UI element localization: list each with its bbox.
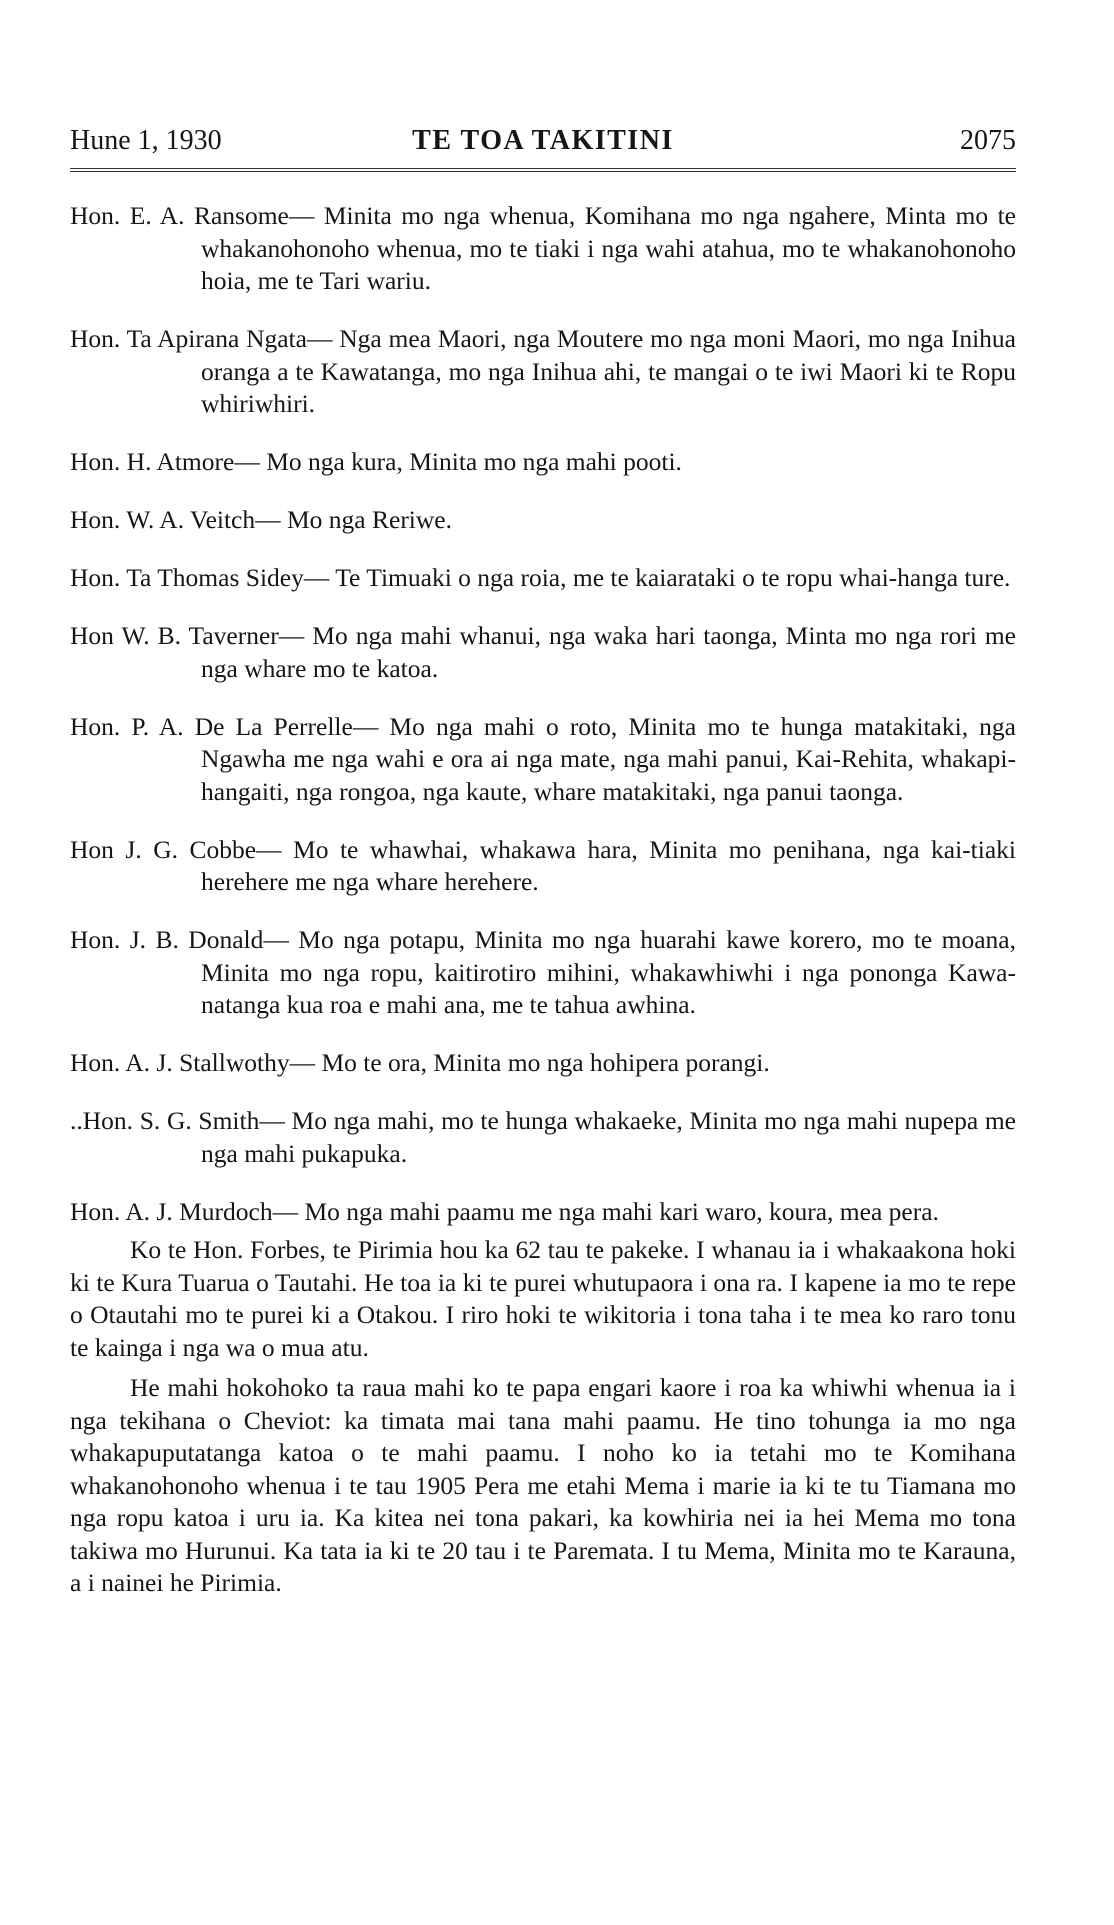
body-paragraph: Ko te Hon. Forbes, te Pirimia hou ka 62 tau te pakeke. I whanau ia i whakaakona hoki ki te Kura Tuarua o Tautahi. He toa ia ki te purei whutupaora i ona ra. I kapene ia mo te repe o Otautahi mo te purei ki a Otakou. I riro hoki te wikitoria i tona taha i te mea ko raro tonu te kainga i nga wa o mua atu. — [70, 1235, 1016, 1362]
header-page-number: 2075 — [960, 125, 1016, 156]
minister-entry: Hon W. B. Taverner— Mo nga mahi whanui, nga waka hari taonga, Minta mo nga rori me nga whare mo te katoa. — [70, 621, 1016, 683]
minister-entry: Hon. H. Atmore— Mo nga kura, Minita mo nga mahi pooti. — [70, 447, 682, 476]
minister-entry: Hon. A. J. Murdoch— Mo nga mahi paamu me nga mahi kari waro, koura, mea pera. — [70, 1196, 939, 1226]
header-title: TE TOA TAKITINI — [412, 125, 674, 156]
article-body — [70, 1234, 1016, 1600]
minister-entry: Hon. E. A. Ransome— Minita mo nga whenua, Komihana mo nga ngahere, Minta mo te whakanohonoho whenua, mo te tiaki i nga wahi atahua, mo te whakanohonoho hoia, me te Tari wariu. — [70, 201, 1016, 295]
header-date: Hune 1, 1930 — [70, 125, 222, 156]
minister-entry: Hon. J. B. Donald— Mo nga potapu, Minita mo nga huarahi kawe korero, mo te moana, Minita mo nga ropu, kaitirotiro mihini, whakawhiwhi i nga ponongа Kawanatanga kua roa e mahi ana, me te tahua awhina. — [70, 925, 1016, 1019]
header-rule — [70, 168, 1016, 172]
minister-entry: Hon. Ta Thomas Sidey— Te Timuaki o nga roia, me te kaiarataki o te ropu whai-hanga ture. — [70, 563, 1011, 592]
document-page — [70, 118, 1016, 1608]
page-header — [70, 118, 1016, 164]
minister-entry: Hon. W. A. Veitch— Mo nga Reriwe. — [70, 505, 453, 534]
minister-entry: ..Hon. S. G. Smith— Mo nga mahi, mo te hunga whakaeke, Minita mo nga mahi nupepa me nga mahi pukapuka. — [70, 1106, 1016, 1168]
body-paragraph: He mahi hokohoko ta raua mahi ko te papa engari kaore i roa ka whiwhi whenua ia i nga tekihana o Cheviot: ka timata mai tana mahi paamu. He tino tohunga ia mo nga whakapuputatanga katoa o te mahi paamu. I noho ko ia tetahi mo te Komihana whakanohonoho whenua i te tau 1905 Pera me etahi Mema i marie ia ki te tu Tiamana mo nga ropu katoa i uru ia. Ka kitea nei tona pakari, ka kowhiria nei ia hei Mema mo tona takiwa mo Hurunui. Ka tata ia ki te 20 tau i te Paremata. I tu Mema, Minita mo te Karauna, a i nainei he Pirimia. — [70, 1373, 1016, 1597]
minister-entry: Hon J. G. Cobbe— Mo te whawhai, whakawa hara, Minita mo penihana, nga kai-tiaki herehere me nga whare herehere. — [70, 834, 1016, 896]
minister-entry: Hon. P. A. De La Perrelle— Mo nga mahi o roto, Minita mo te hunga matakitaki, nga Ngawha me nga wahi e ora ai nga mate, nga mahi panui, Kai-Rehita, whakapihangaiti, nga rongoa, nga kaute, whare matakitaki, nga panui taonga. — [70, 711, 1016, 806]
minister-entry: Hon. Ta Apirana Ngata— Nga mea Maori, nga Moutere mo nga moni Maori, mo nga Inihua oranga a te Kawatanga, mo nga Inihua ahi, te mangai o te iwi Maori ki te Ropu whiriwhiri. — [70, 324, 1016, 418]
minister-entry: Hon. A. J. Stallwothy— Mo te ora, Minita mo nga hohipera porangi. — [70, 1048, 770, 1077]
ministers-list — [70, 200, 1016, 1228]
